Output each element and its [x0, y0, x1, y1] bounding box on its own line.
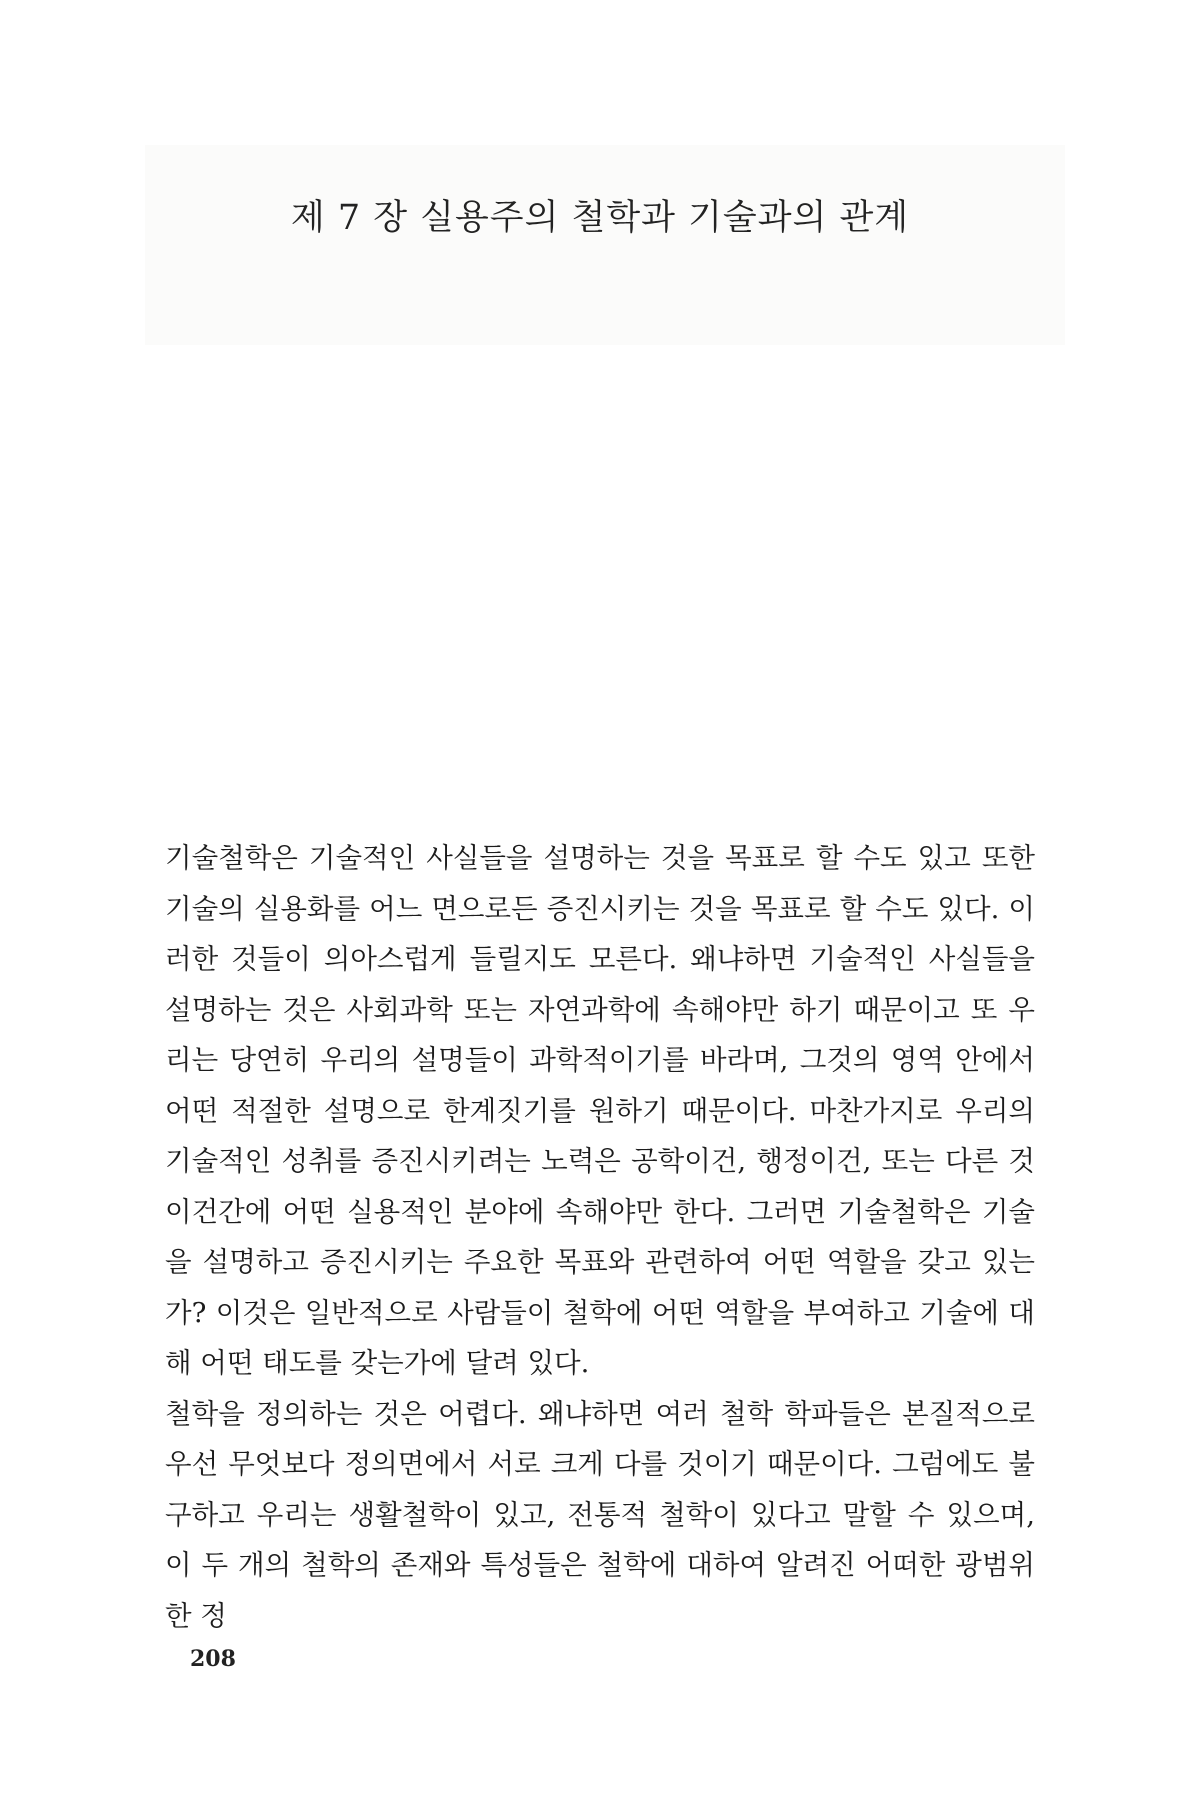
page-number: 208: [190, 1646, 236, 1672]
chapter-title: 제 7 장 실용주의 철학과 기술과의 관계: [290, 198, 910, 238]
paragraph-2: 철학을 정의하는 것은 어렵다. 왜냐하면 여러 철학 학파들은 본질적으로 우선 무엇보다 정의면에서 서로 크게 다를 것이기 때문이다. 그럼에도 불구하고 우리는 생활철학이 있고, 전통적 철학이 있다고 말할 수 있으며, 이 두 개의 철학의 존재와 특성들은 철학에 대하여 알려진 어떠한 광범위한 정: [165, 1397, 1035, 1632]
scan-shade: [145, 145, 1065, 345]
paragraph-1: 기술철학은 기술적인 사실들을 설명하는 것을 목표로 할 수도 있고 또한 기술의 실용화를 어느 면으로든 증진시키는 것을 목표로 할 수도 있다. 이러한 것들이 의아스럽게 들릴지도 모른다. 왜냐하면 기술적인 사실들을 설명하는 것은 사회과학 또는 자연과학에 속해야만 하기 때문이고 또 우리는 당연히 우리의 설명들이 과학적이기를 바라며, 그것의 영역 안에서 어떤 적절한 설명으로 한계짓기를 원하기 때문이다. 마찬가지로 우리의 기술적인 성취를 증진시키려는 노력은 공학이건, 행정이건, 또는 다른 것이건간에 어떤 실용적인 분야에 속해야만 한다. 그러면 기술철학은 기술을 설명하고 증진시키는 주요한 목표와 관련하여 어떤 역할을 갖고 있는가? 이것은 일반적으로 사람들이 철학에 어떤 역할을 부여하고 기술에 대해 어떤 태도를 갖는가에 달려 있다.: [165, 842, 1035, 1379]
body-text: [165, 833, 1035, 1641]
